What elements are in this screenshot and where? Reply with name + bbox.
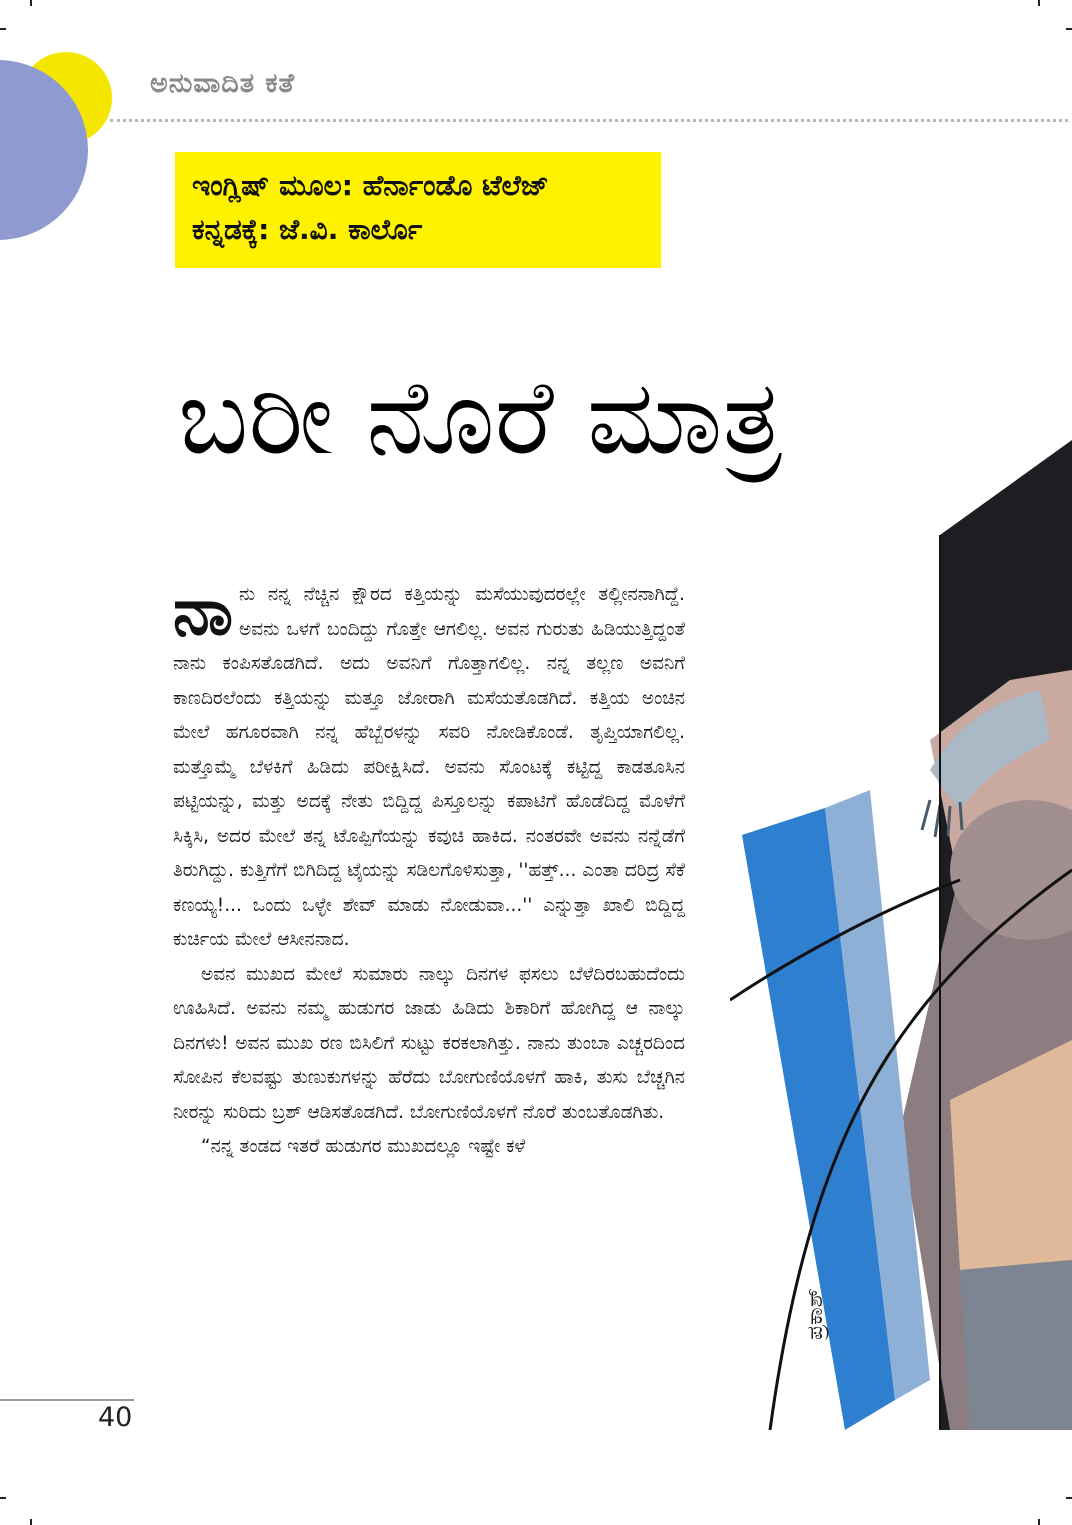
crop-mark (1066, 28, 1072, 30)
paragraph-text: ನು ನನ್ನ ನೆಚ್ಚಿನ ಕ್ಷೌರದ ಕತ್ತಿಯನ್ನು ಮಸೆಯುವುದರಲ್ಲೇ ತಲ್ಲೀನನಾಗಿದ್ದೆ. ಅವನು ಒಳಗೆ ಬಂದಿದ್ದು ಗೊತ್ತೇ ಆಗಲಿಲ್ಲ. ಅವನ ಗುರುತು ಹಿಡಿಯುತ್ತಿದ್ದಂತೆ ನಾನು ಕಂಪಿಸತೊಡಗಿದೆ. ಅದು ಅವನಿಗೆ ಗೊತ್ತಾಗಲಿಲ್ಲ. ನನ್ನ ತಲ್ಲಣ ಅವನಿಗೆ ಕಾಣದಿರಲೆಂದು ಕತ್ತಿಯನ್ನು ಮತ್ತೂ ಜೋರಾಗಿ ಮಸೆಯತೊಡಗಿದೆ. ಕತ್ತಿಯ ಅಂಚಿನ ಮೇಲೆ ಹಗೂರವಾಗಿ ನನ್ನ ಹೆಬ್ಬೆರಳನ್ನು ಸವರಿ ನೋಡಿಕೊಂಡೆ. ತೃಪ್ತಿಯಾಗಲಿಲ್ಲ. ಮತ್ತೊಮ್ಮೆ ಬೆಳಕಿಗೆ ಹಿಡಿದು ಪರೀಕ್ಷಿಸಿದೆ. ಅವನು ಸೊಂಟಕ್ಕೆ ಕಟ್ಟಿದ್ದ ಕಾಡತೂಸಿನ ಪಟ್ಟಿಯನ್ನು, ಮತ್ತು ಅದಕ್ಕೆ ನೇತು ಬಿದ್ದಿದ್ದ ಪಿಸ್ತೂಲನ್ನು ಕಪಾಟಿಗೆ ಹೊಡೆದಿದ್ದ ಮೊಳೆಗೆ ಸಿಕ್ಕಿಸಿ, ಅದರ ಮೇಲೆ ತನ್ನ ಟೊಪ್ಪಿಗೆಯನ್ನು ಕವುಚಿ ಹಾಕಿದ. ನಂತರವೇ ಅವನು ನನ್ನೆಡೆಗೆ ತಿರುಗಿದ್ದು. ಕುತ್ತಿಗೆಗೆ ಬಿಗಿದಿದ್ದ ಟೈಯನ್ನು ಸಡಿಲಗೊಳಿಸುತ್ತಾ, ''ಹತ್ತ್... ಎಂತಾ ದರಿದ್ರ ಸೆಕೆ ಕಣಯ್ಯ!... ಒಂದು ಒಳ್ಳೇ ಶೇವ್ ಮಾಡು ನೋಡುವಾ...'' ಎನ್ನುತ್ತಾ ಖಾಲಿ ಬಿದ್ದಿದ್ದ ಕುರ್ಚಿಯ ಮೇಲೆ ಆಸೀನನಾದ. (173, 584, 685, 950)
crop-mark (1038, 0, 1040, 6)
credit-original: ಇಂಗ್ಲಿಷ್ ಮೂಲ: ಹೆರ್ನಾಂಡೊ ಟೆಲೆಜ್ (192, 169, 549, 202)
dotted-divider (110, 119, 1068, 122)
page-number: 40 (98, 1402, 133, 1433)
footer-rule (0, 1399, 134, 1401)
story-body (173, 573, 685, 1165)
drop-cap: ನಾ (173, 573, 233, 650)
crop-mark (1066, 1497, 1072, 1499)
credit-translator: ಕನ್ನಡಕ್ಕೆ: ಜೆ.ವಿ. ಕಾರ್ಲೊ (192, 213, 423, 246)
crop-mark (0, 1497, 6, 1499)
paragraph (173, 573, 685, 958)
crop-mark (0, 28, 6, 30)
crop-mark (30, 0, 32, 6)
story-illustration (730, 440, 1072, 1430)
credits-box (175, 152, 661, 268)
section-label: ಅನುವಾದಿತ ಕತೆ (150, 68, 295, 99)
paragraph: ಅವನ ಮುಖದ ಮೇಲೆ ಸುಮಾರು ನಾಲ್ಕು ದಿನಗಳ ಫಸಲು ಬೆಳೆದಿರಬಹುದೆಂದು ಊಹಿಸಿದೆ. ಅವನು ನಮ್ಮ ಹುಡುಗರ ಜಾಡು ಹಿಡಿದು ಶಿಕಾರಿಗೆ ಹೋಗಿದ್ದ ಆ ನಾಲ್ಕು ದಿನಗಳು! ಅವನ ಮುಖ ರಣ ಬಿಸಿಲಿಗೆ ಸುಟ್ಟು ಕರಕಲಾಗಿತ್ತು. ನಾನು ತುಂಬಾ ಎಚ್ಚರದಿಂದ ಸೋಪಿನ ಕೆಲವಷ್ಟು ತುಣುಕುಗಳನ್ನು ಹೆರೆದು ಬೋಗುಣಿಯೊಳಗೆ ಹಾಕಿ, ತುಸು ಬೆಚ್ಚಗಿನ ನೀರನ್ನು ಸುರಿದು ಬ್ರಶ್ ಆಡಿಸತೊಡಗಿದೆ. ಬೋಗುಣಿಯೊಳಗೆ ನೊರೆ ತುಂಬತೊಡಗಿತು. (173, 963, 685, 1123)
crop-mark (30, 1519, 32, 1525)
crop-mark (1038, 1519, 1040, 1525)
paragraph: “ನನ್ನ ತಂಡದ ಇತರೆ ಹುಡುಗರ ಮುಖದಲ್ಲೂ ಇಷ್ಟೇ ಕಳೆ (201, 1136, 526, 1157)
svg-text:ಪ್ರಕಾಶ್: ಪ್ರಕಾಶ್ (803, 1288, 828, 1340)
story-title: ಬರೀ ನೊರೆ ಮಾತ್ರ (178, 356, 783, 478)
